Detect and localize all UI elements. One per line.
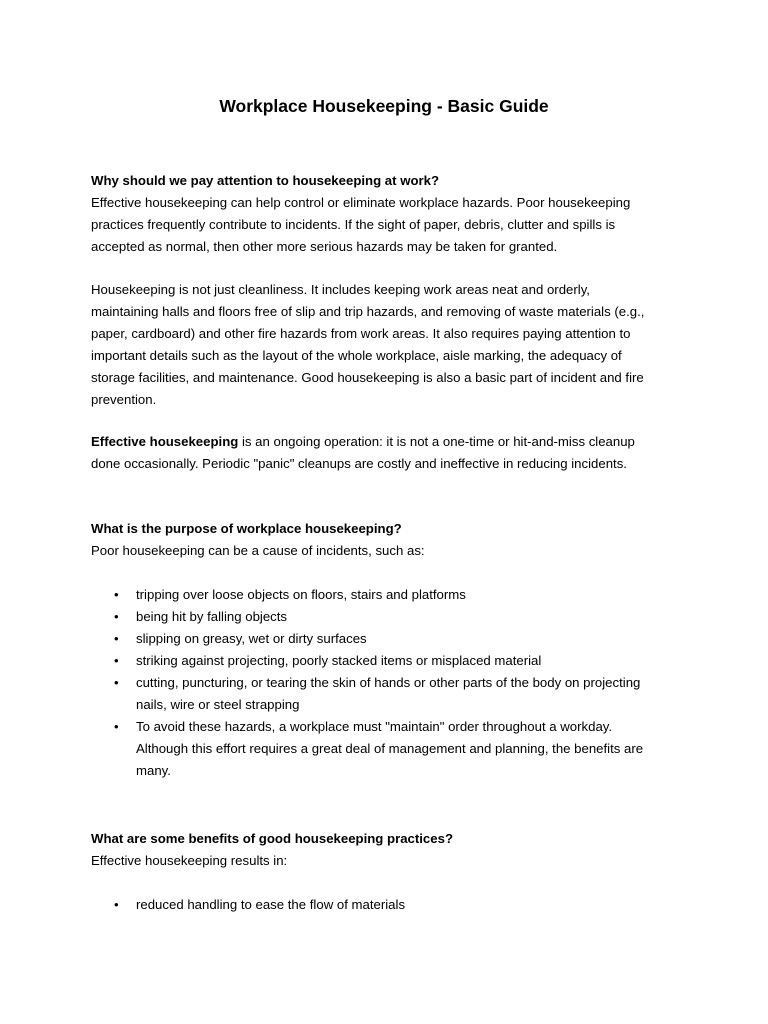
bullet-icon: • xyxy=(114,653,119,668)
paragraph-line xyxy=(91,431,691,453)
paragraph-line: storage facilities, and maintenance. Good housekeeping is also a basic part of incident and fire xyxy=(91,370,644,385)
document-title: Workplace Housekeeping - Basic Guide xyxy=(219,96,549,116)
paragraph-line: Housekeeping is not just cleanliness. It includes keeping work areas neat and orderly, xyxy=(91,282,590,297)
bullet-icon: • xyxy=(114,587,119,602)
list-item xyxy=(91,894,691,916)
list-item xyxy=(91,606,691,628)
section-heading: What are some benefits of good housekeeping practices? xyxy=(91,831,453,846)
incident-causes-list xyxy=(91,584,691,782)
benefits-list xyxy=(91,894,691,916)
list-item-text: nails, wire or steel strapping xyxy=(136,697,300,712)
list-item xyxy=(91,650,691,672)
paragraph-line: done occasionally. Periodic "panic" cleanups are costly and ineffective in reducing incidents. xyxy=(91,456,627,471)
list-item-text: Although this effort requires a great deal of management and planning, the benefits are xyxy=(136,741,644,756)
list-item xyxy=(91,672,691,716)
paragraph-line: maintaining halls and floors free of slip and trip hazards, and removing of waste materials (e.g., xyxy=(91,304,645,319)
list-item-text: reduced handling to ease the flow of materials xyxy=(136,897,406,912)
section-heading: Why should we pay attention to housekeeping at work? xyxy=(91,173,440,188)
section-heading: What is the purpose of workplace housekeeping? xyxy=(91,521,402,536)
section-effective-housekeeping xyxy=(91,431,691,475)
paragraph-text: is an ongoing operation: it is not a one-time or hit-and-miss cleanup xyxy=(238,434,635,449)
list-item-text: tripping over loose objects on floors, stairs and platforms xyxy=(136,587,466,602)
list-item-text: cutting, puncturing, or tearing the skin of hands or other parts of the body on projecting xyxy=(136,675,641,690)
bullet-icon: • xyxy=(114,609,119,624)
paragraph-line: important details such as the layout of the whole workplace, aisle marking, the adequacy of xyxy=(91,348,622,363)
section-intro: Poor housekeeping can be a cause of incidents, such as: xyxy=(91,543,425,558)
list-item xyxy=(91,584,691,606)
bullet-icon: • xyxy=(114,675,119,690)
section-intro: Effective housekeeping results in: xyxy=(91,853,288,868)
section-why-housekeeping xyxy=(91,170,691,258)
list-item-text: striking against projecting, poorly stacked items or misplaced material xyxy=(136,653,542,668)
bullet-icon: • xyxy=(114,631,119,646)
list-item-text: To avoid these hazards, a workplace must "maintain" order throughout a workday. xyxy=(136,719,613,734)
section-housekeeping-definition xyxy=(91,279,691,411)
bullet-icon: • xyxy=(114,897,119,912)
paragraph-line: accepted as normal, then other more serious hazards may be taken for granted. xyxy=(91,239,558,254)
paragraph-line: prevention. xyxy=(91,392,157,407)
list-item xyxy=(91,628,691,650)
bullet-icon: • xyxy=(114,719,119,734)
list-item xyxy=(91,716,691,782)
paragraph-line: paper, cardboard) and other fire hazards from work areas. It also requires paying attention to xyxy=(91,326,631,341)
list-item-text: slipping on greasy, wet or dirty surfaces xyxy=(136,631,367,646)
paragraph-line: practices frequently contribute to incidents. If the sight of paper, debris, clutter and spills is xyxy=(91,217,616,232)
paragraph-line: Effective housekeeping can help control or eliminate workplace hazards. Poor housekeeping xyxy=(91,195,631,210)
section-purpose xyxy=(91,518,691,562)
section-benefits xyxy=(91,828,691,872)
list-item-text: many. xyxy=(136,763,171,778)
bold-term: Effective housekeeping xyxy=(91,434,239,449)
list-item-text: being hit by falling objects xyxy=(136,609,288,624)
